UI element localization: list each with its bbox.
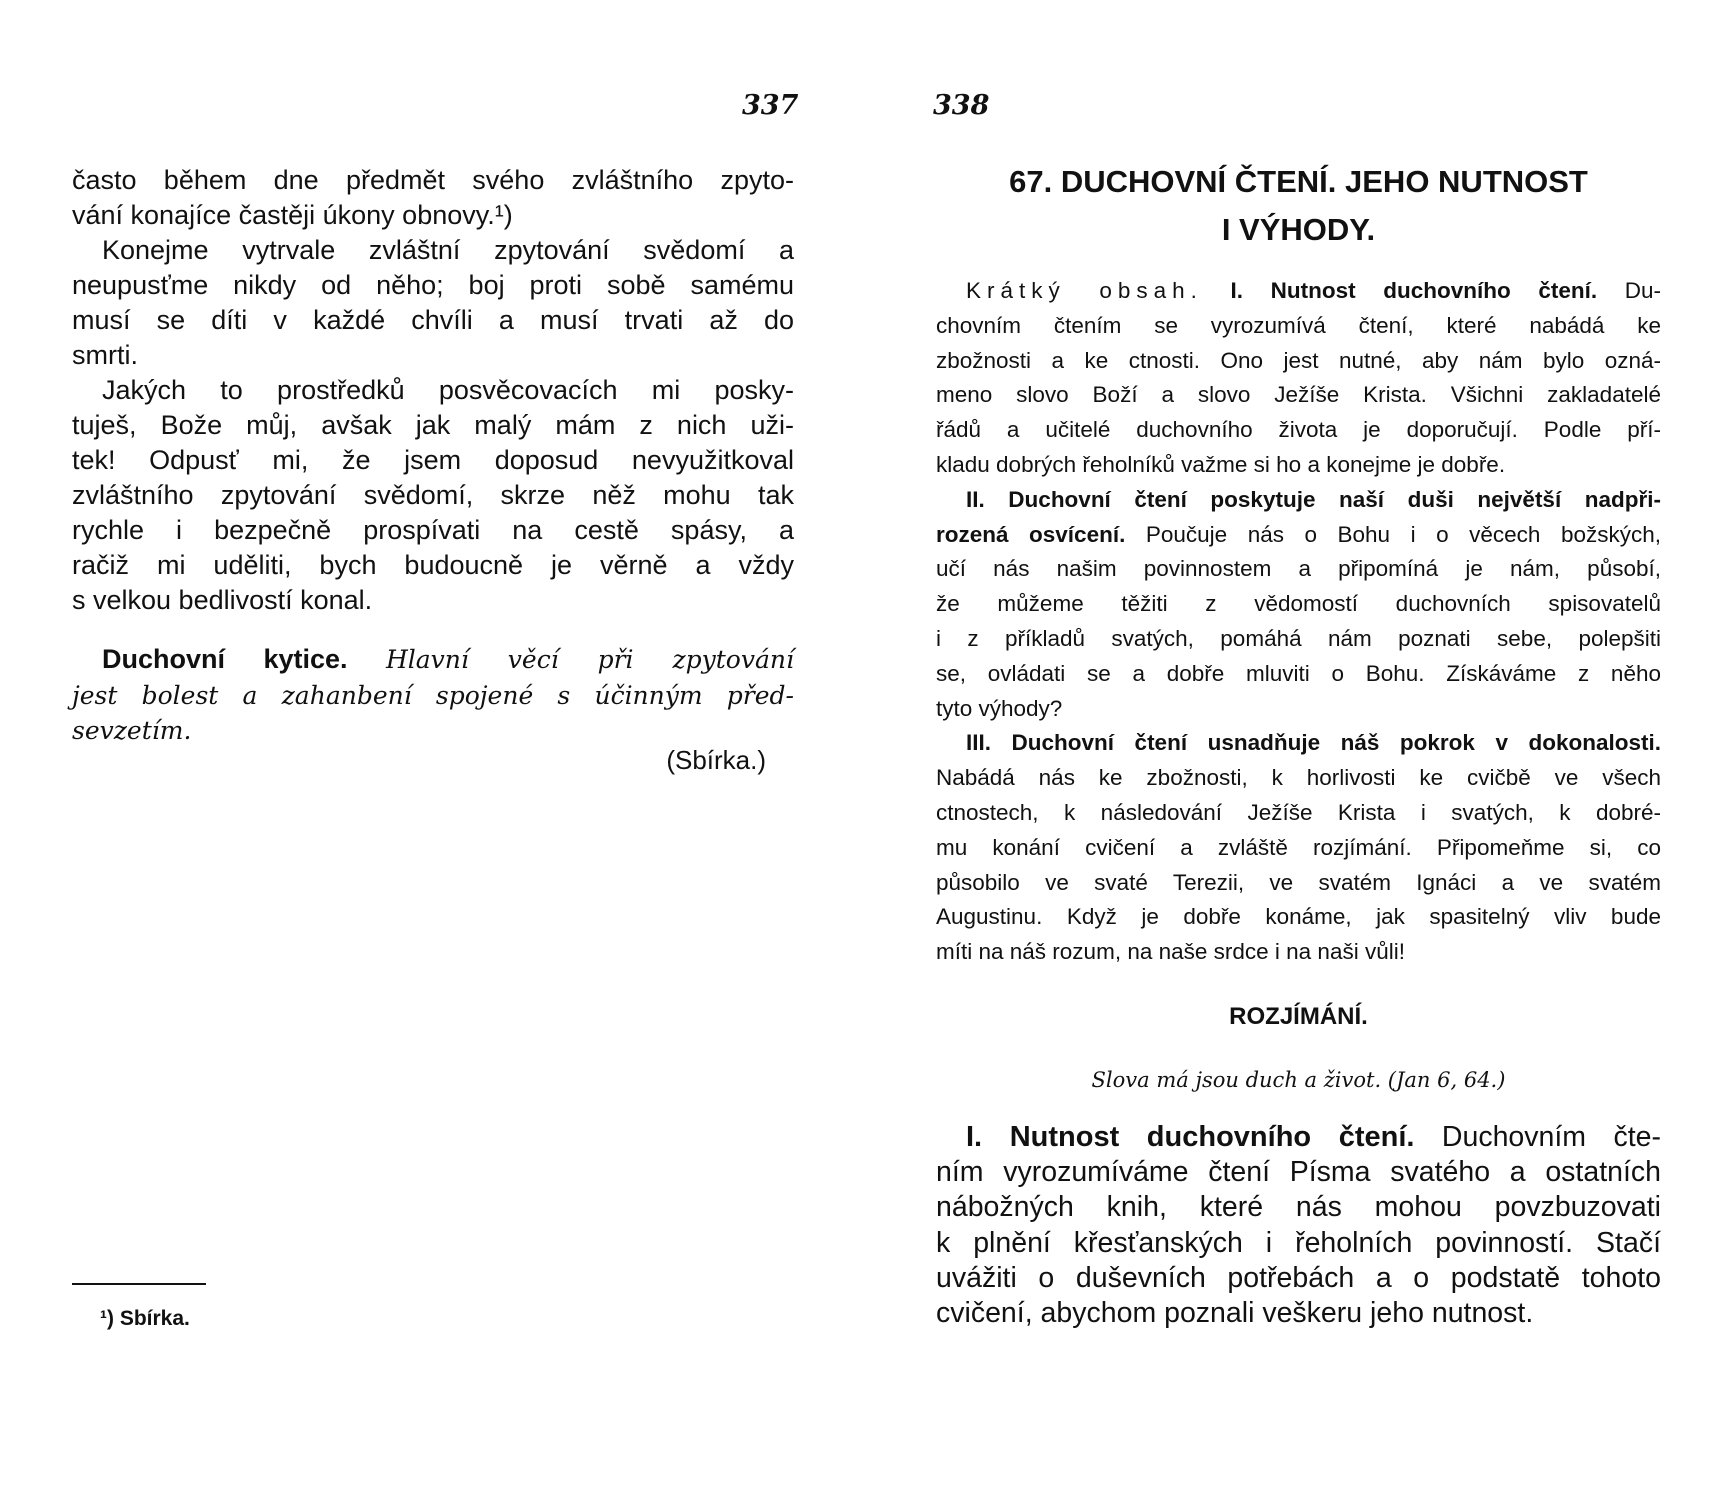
text-span: nábožných knih, které nás mohou povzbuzovati: [936, 1191, 1661, 1224]
text-line: [72, 233, 794, 268]
text-line: [936, 1155, 1661, 1190]
text-span: zvláštního zpytování svědomí, skrze něž mohu tak: [72, 480, 794, 510]
text-span: račiž mi uděliti, bych budoucně je věrně a vždy: [72, 550, 794, 580]
text-line: [936, 1190, 1661, 1225]
bold-text: I. Nutnost duchovního čtení.: [1230, 278, 1598, 303]
text-line: [72, 678, 794, 714]
text-span: míti na náš rozum, na naše srdce i na naši vůli!: [936, 939, 1405, 965]
text-line: [72, 408, 794, 443]
text-line: [72, 268, 794, 303]
text-span: cvičení, abychom poznali veškeru jeho nutnost.: [936, 1296, 1534, 1329]
text-span: tek! Odpusť mi, že jsem doposud nevyužitkoval: [72, 445, 794, 475]
text-span: řádů a učitelé duchovního života je doporučují. Podle pří-: [936, 417, 1661, 443]
text-span: Duchovním čte-: [1414, 1121, 1661, 1153]
text-span: k plnění křesťanských i řeholních povinností. Stačí: [936, 1226, 1661, 1259]
text-span: ctnostech, k následování Ježíše Krista i svatých, k dobré-: [936, 799, 1661, 825]
text-span: Du-: [1597, 278, 1661, 303]
text-line: [72, 443, 794, 478]
bold-text: II. Duchovní čtení poskytuje naší duši největší nadpři-: [966, 486, 1661, 512]
text-span: zbožnosti a ke ctnosti. Ono jest nutné, aby nám bylo ozná-: [936, 347, 1661, 373]
text-line: [936, 866, 1661, 901]
text-span: kladu dobrých řeholníků važme si ho a konejme je dobře.: [936, 451, 1506, 477]
bold-text: III. Duchovní čtení usnadňuje náš pokrok v dokonalosti.: [966, 730, 1661, 756]
bold-text: Duchovní kytice.: [102, 644, 348, 674]
text-line: [72, 198, 794, 233]
page-number-left: 337: [742, 90, 799, 121]
text-span: uvážiti o duševních potřebách a o podstatě tohoto: [936, 1261, 1661, 1294]
page-number-right: 338: [933, 90, 990, 121]
text-line: [72, 478, 794, 513]
text-line: [72, 583, 794, 618]
text-span: musí se díti v každé chvíli a musí trvati až do: [72, 305, 794, 335]
text-span: neupusťme nikdy od něho; boj proti sobě samému: [72, 270, 794, 300]
text-span: ním vyrozumíváme čtení Písma svatého a ostatních: [936, 1156, 1661, 1189]
text-span: i z příkladů svatých, pomáhá nám poznati sebe, polepšiti: [936, 625, 1661, 651]
text-span: vání konajíce častěji úkony obnovy.¹): [72, 200, 513, 230]
text-span: učí nás našim povinnostem a připomíná je nám, působí,: [936, 556, 1661, 582]
text-line: [72, 338, 794, 373]
text-span: Konejme vytrvale zvláštní zpytování svědomí a: [102, 235, 794, 265]
text-span: mu konání cvičení a zvláště rozjímání. Připomeňme si, co: [936, 834, 1661, 860]
text-span: že můžeme těžiti z vědomostí duchovních spisovatelů: [936, 591, 1661, 617]
italic-text: Hlavní věcí při zpytování: [385, 645, 794, 674]
text-line: [936, 483, 1661, 518]
text-span: tyto výhody?: [936, 695, 1063, 721]
chapter-heading: [936, 158, 1661, 254]
italic-text: jest bolest a zahanbení spojené s účinným před-: [72, 680, 794, 710]
chapter-heading-line-2: I VÝHODY.: [1221, 212, 1376, 247]
chapter-summary: [936, 274, 1661, 970]
text-line: [936, 518, 1661, 553]
text-span: meno slovo Boží a slovo Ježíše Krista. Všichni zakladatelé: [936, 382, 1661, 408]
italic-text: sevzetím.: [72, 716, 192, 745]
text-span: působilo ve svaté Terezii, ve svatém Ignáci a ve svatém: [936, 869, 1661, 895]
text-line: [936, 796, 1661, 831]
text-line: [72, 548, 794, 583]
text-line: [936, 1296, 1661, 1331]
footnote: ¹) Sbírka.: [100, 1307, 190, 1330]
source-citation: (Sbírka.): [666, 745, 766, 775]
text-line: [72, 713, 794, 749]
text-line: [936, 1226, 1661, 1261]
text-span: se, ovládati se a dobře mluviti o Bohu. Získáváme z něho: [936, 660, 1661, 686]
text-line: [936, 448, 1661, 483]
text-line: [936, 692, 1661, 727]
text-span: chovním čtením se vyrozumívá čtení, které nabádá ke: [936, 312, 1661, 338]
text-line: [72, 303, 794, 338]
bold-text: I. Nutnost duchovního čtení.: [966, 1121, 1415, 1153]
footnote-divider: [72, 1283, 206, 1285]
text-line: [936, 761, 1661, 796]
text-line: [936, 344, 1661, 379]
text-line: [936, 935, 1661, 970]
text-line: [936, 552, 1661, 587]
text-span: Nabádá nás ke zbožnosti, k horlivosti ke cvičbě ve všech: [936, 765, 1661, 791]
text-span: Krátký obsah.: [966, 278, 1203, 303]
text-line: [936, 657, 1661, 692]
text-span: Jakých to prostředků posvěcovacích mi posky-: [102, 375, 794, 405]
spiritual-bouquet: [72, 642, 794, 749]
text-line: [936, 726, 1661, 761]
text-line: [936, 900, 1661, 935]
text-span: často během dne předmět svého zvláštního zpyto-: [72, 165, 794, 195]
text-span: s velkou bedlivostí konal.: [72, 585, 373, 615]
text-line: [72, 163, 794, 198]
text-line: [936, 1120, 1661, 1155]
text-line: [936, 831, 1661, 866]
text-span: Augustinu. Když je dobře konáme, jak spasitelný vliv bude: [936, 904, 1661, 930]
motto-quote: Slova má jsou duch a život. (Jan 6, 64.): [1091, 1068, 1506, 1092]
text-span: rychle i bezpečně prospívati na cestě spásy, a: [72, 515, 794, 545]
text-line: [936, 622, 1661, 657]
text-line: [936, 378, 1661, 413]
text-line: [936, 413, 1661, 448]
section-title: ROZJÍMÁNÍ.: [1229, 1003, 1368, 1030]
text-span: [1203, 278, 1231, 303]
text-span: [348, 644, 386, 674]
text-line: [936, 1261, 1661, 1296]
meditation-body: [936, 1120, 1661, 1331]
text-span: smrti.: [72, 340, 138, 370]
text-line: [72, 642, 794, 678]
text-span: Poučuje nás o Bohu i o věcech božských,: [1125, 521, 1661, 547]
text-line: [72, 513, 794, 548]
bold-text: rozená osvícení.: [936, 521, 1126, 547]
text-line: [72, 373, 794, 408]
text-span: tuješ, Bože můj, avšak jak malý mám z nich uži-: [72, 410, 794, 440]
text-line: [936, 309, 1661, 344]
left-page-body: [72, 163, 794, 618]
text-line: [936, 587, 1661, 622]
chapter-heading-line-1: 67. DUCHOVNÍ ČTENÍ. JEHO NUTNOST: [1009, 164, 1588, 199]
text-line: [936, 274, 1661, 309]
